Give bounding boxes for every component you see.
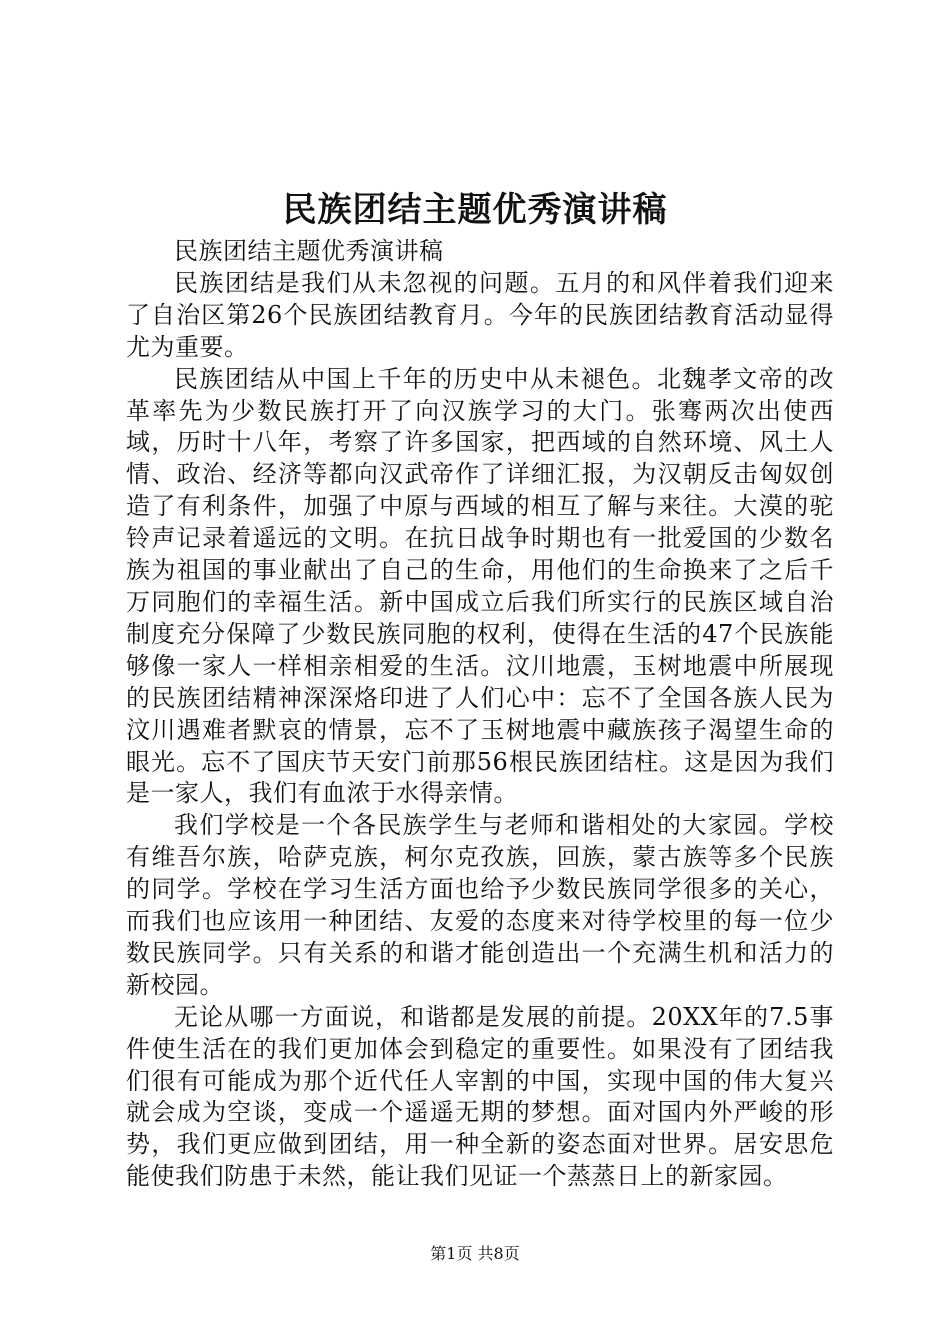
paragraph-subtitle: 民族团结主题优秀演讲稿 [174,237,444,265]
document-title: 民族团结主题优秀演讲稿 [282,190,668,230]
paragraph-intro: 民族团结是我们从未忽视的问题。五月的和风伴着我们迎来了自治区第26个民族团结教育月。今年的民族团结教育活动显得尤为重要。 [126,268,834,361]
document-body [126,236,834,1193]
paragraph-history: 民族团结从中国上千年的历史中从未褪色。北魏孝文帝的改革率先为少数民族打开了向汉族学习的大门。张骞两次出使西域，历时十八年，考察了许多国家，把西域的自然环境、风土人情、政治、经济等都向汉武帝作了详细汇报，为汉朝反击匈奴创造了有利条件，加强了中原与西域的相互了解与来往。大漠的驼铃声记录着遥远的文明。在抗日战争时期也有一批爱国的少数名族为祖国的事业献出了自己的生命，用他们的生命换来了之后千万同胞们的幸福生活。新中国成立后我们所实行的民族区域自治制度充分保障了少数民族同胞的权利，使得在生活的47个民族能够像一家人一样相亲相爱的生活。汶川地震，玉树地震中所展现的民族团结精神深深烙印进了人们心中：忘不了全国各族人民为汶川遇难者默哀的情景，忘不了玉树地震中藏族孩子渴望生命的眼光。忘不了国庆节天安门前那56根民族团结柱。这是因为我们是一家人，我们有血浓于水得亲情。 [126,364,834,808]
page-number-footer: 第1页 共8页 [430,1244,520,1263]
paragraph-conclusion: 无论从哪一方面说，和谐都是发展的前提。20XX年的7.5事件使生活在的我们更加体会到稳定的重要性。如果没有了团结我们很有可能成为那个近代任人宰割的中国，实现中国的伟大复兴就会成为空谈，变成一个遥遥无期的梦想。面对国内外严峻的形势，我们更应做到团结，用一种全新的姿态面对世界。居安思危能使我们防患于未然，能让我们见证一个蒸蒸日上的新家园。 [126,1002,834,1191]
paragraph-school: 我们学校是一个各民族学生与老师和谐相处的大家园。学校有维吾尔族，哈萨克族，柯尔克孜族，回族，蒙古族等多个民族的同学。学校在学习生活方面也给予少数民族同学很多的关心，而我们也应该用一种团结、友爱的态度来对待学校里的每一位少数民族同学。只有关系的和谐才能创造出一个充满生机和活力的新校园。 [126,811,834,999]
